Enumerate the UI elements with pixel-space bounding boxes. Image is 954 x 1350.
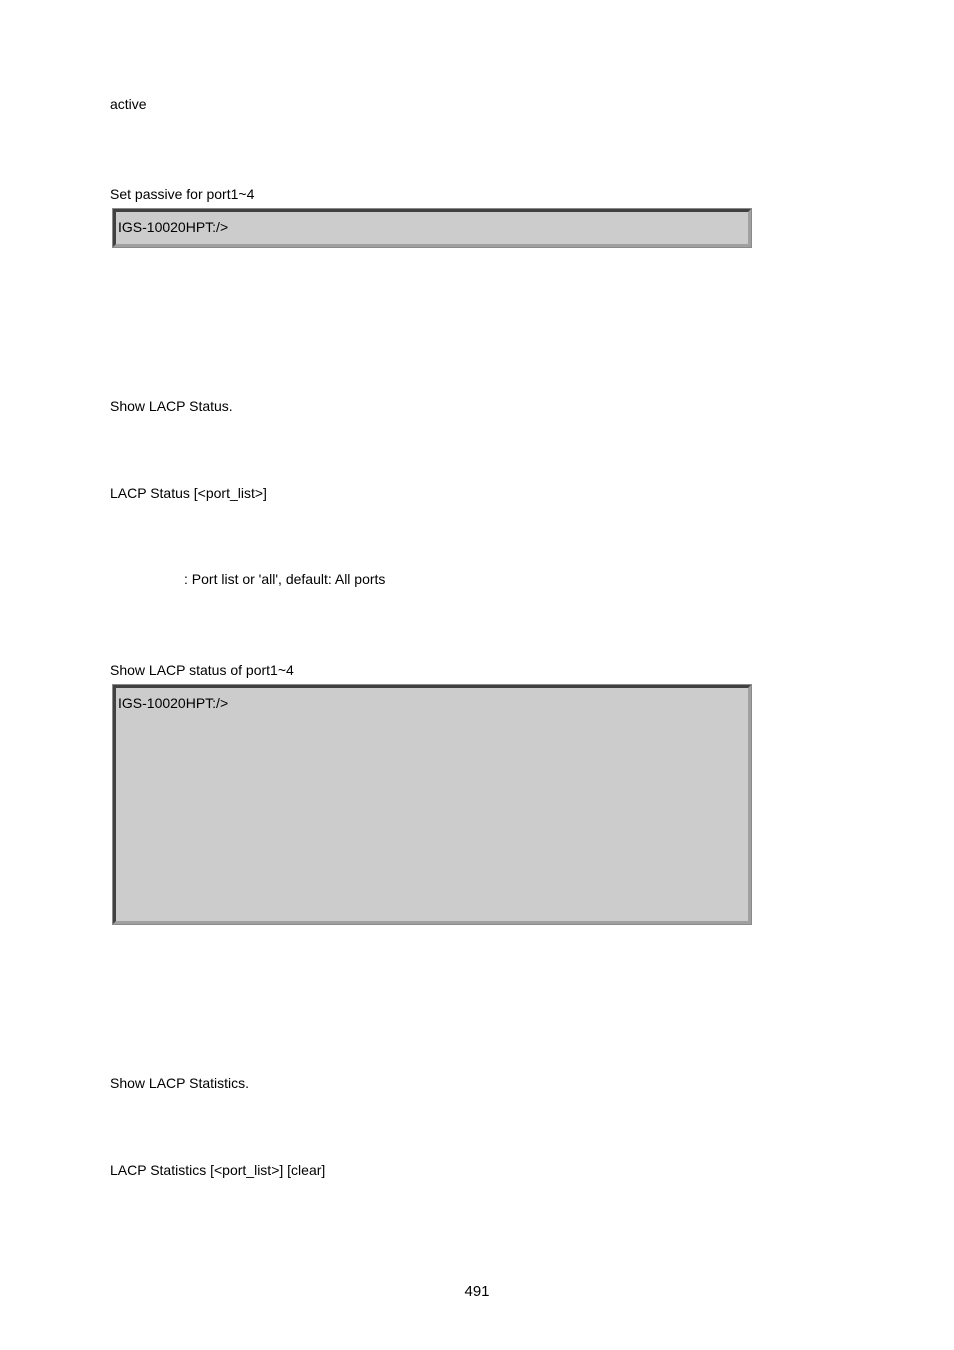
example-set-passive-label: Set passive for port1~4 [110, 186, 255, 202]
lacp-status-syntax: LACP Status [<port_list>] [110, 485, 267, 501]
lacp-statistics-description: Show LACP Statistics. [110, 1075, 250, 1091]
example-show-status-label: Show LACP status of port1~4 [110, 662, 294, 678]
console-passive-example [113, 209, 751, 247]
port-list-parameter-description: : Port list or 'all', default: All ports [184, 571, 386, 587]
page-number: 491 [464, 1283, 490, 1300]
console-status-example [113, 685, 751, 924]
active-value-text: active [110, 96, 147, 112]
lacp-status-description: Show LACP Status. [110, 398, 233, 414]
console-prompt: IGS-10020HPT:/> [118, 219, 229, 235]
console-prompt: IGS-10020HPT:/> [118, 695, 229, 711]
lacp-statistics-syntax: LACP Statistics [<port_list>] [clear] [110, 1162, 326, 1178]
